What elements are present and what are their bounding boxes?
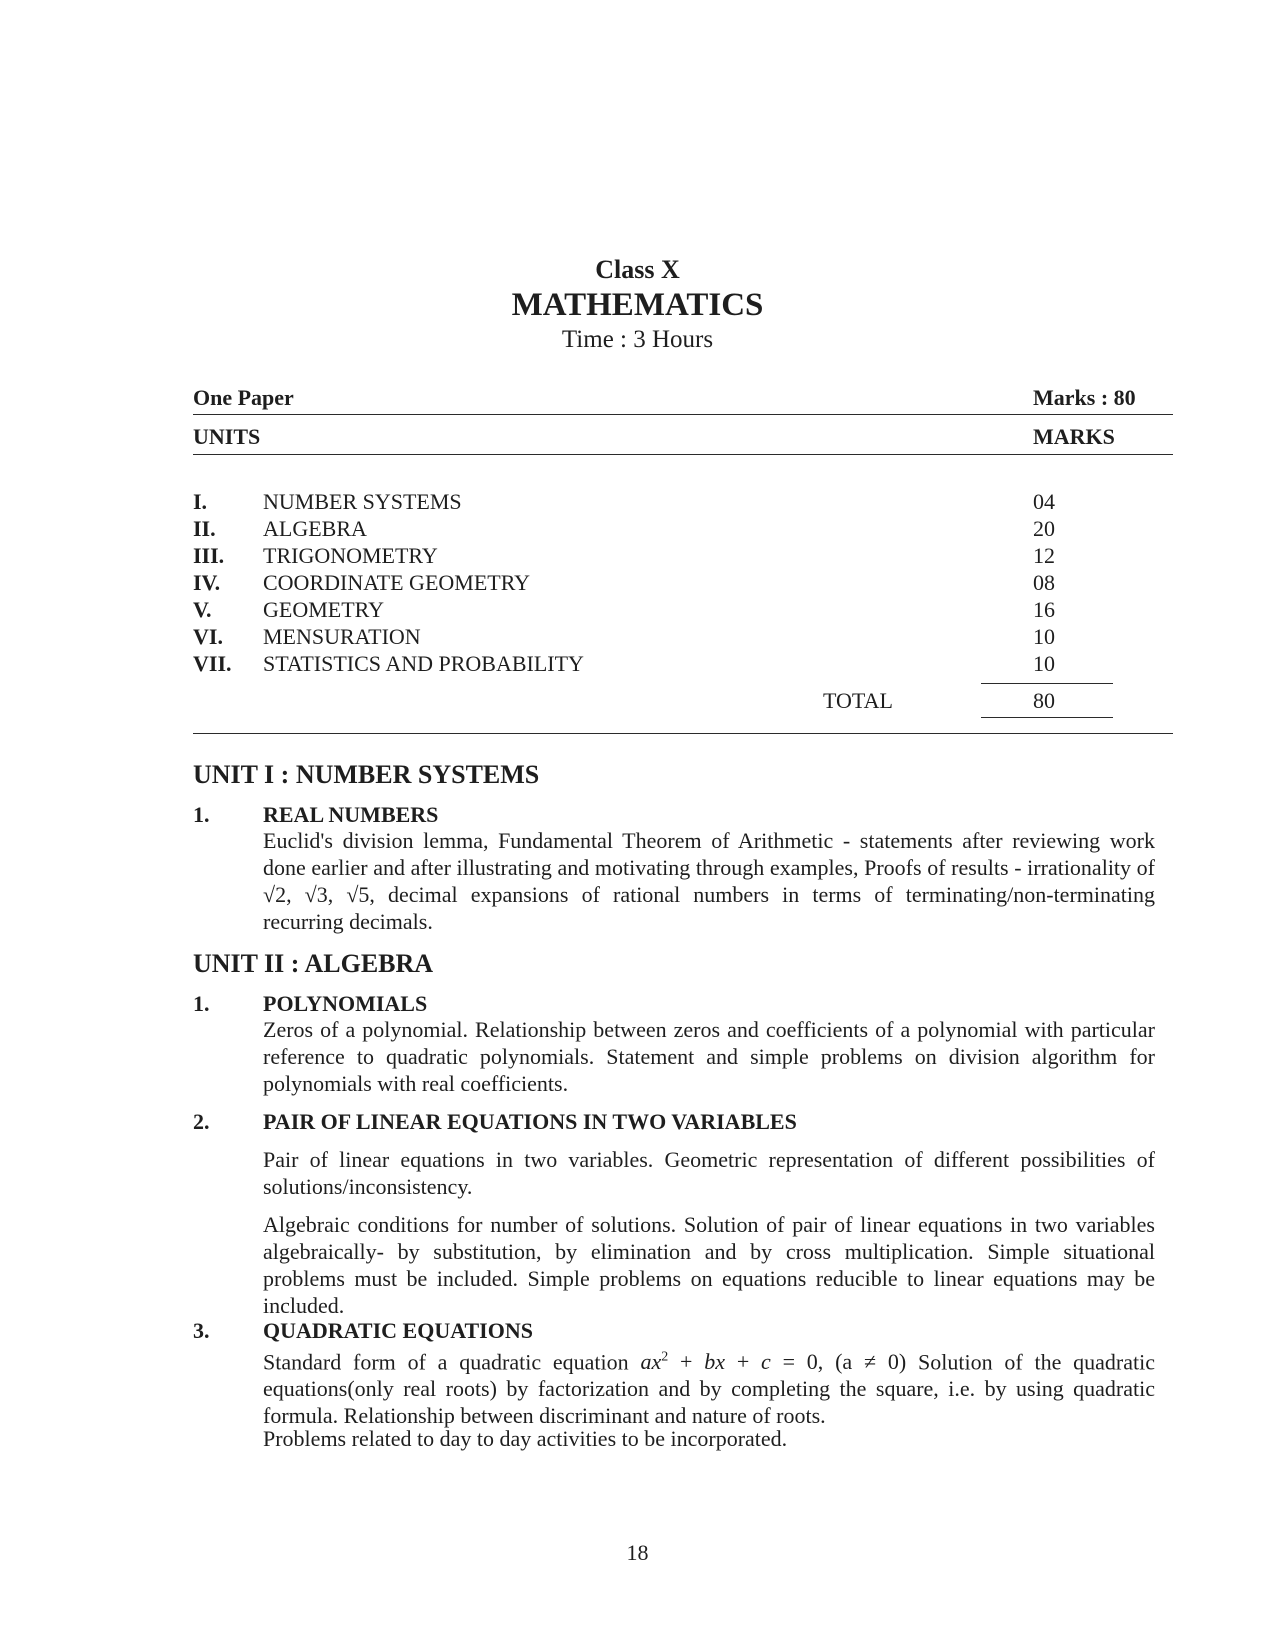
item-number: 1. [193,802,210,827]
unit-row [193,489,1093,516]
eq-term-b: bx [704,1349,726,1375]
unit-row [193,570,1093,597]
page-number: 18 [626,1540,649,1565]
eq-plus: + [668,1349,705,1375]
quadratic-equations-text [263,1344,1155,1429]
header-rule-bottom [193,454,1173,455]
unit-number: VI. [193,624,223,649]
unit-marks: 04 [1033,489,1055,514]
unit-row [193,543,1093,570]
one-paper-label: One Paper [193,385,294,410]
total-rule-top [981,683,1113,684]
item-title: POLYNOMIALS [263,991,428,1016]
unit-name: MENSURATION [263,624,421,649]
unit-marks: 12 [1033,543,1055,568]
eq-exponent: 2 [661,1350,669,1365]
item-title: REAL NUMBERS [263,802,439,827]
unit-marks: 08 [1033,570,1055,595]
unit-marks: 20 [1033,516,1055,541]
unit-1-heading: UNIT I : NUMBER SYSTEMS [193,760,540,789]
unit-name: ALGEBRA [263,516,367,541]
eq-term-c: c [761,1349,771,1375]
table-end-rule [193,733,1173,734]
unit-2-heading: UNIT II : ALGEBRA [193,949,434,978]
linear-equations-text-2: Algebraic conditions for number of solutions. Solution of pair of linear equations in two variables algebraically- by substitution, by elimination and by cross multiplication. Simple situational problems must be included. Simple problems on equations reducible to linear equations may be included. [263,1212,1155,1318]
total-label: TOTAL [823,688,893,713]
time-label: Time : 3 Hours [561,326,714,353]
header-rule-top [193,414,1173,415]
unit-name: STATISTICS AND PROBABILITY [263,651,584,676]
class-label: Class X [595,255,680,284]
units-column-header: UNITS [193,424,261,449]
total-value: 80 [1033,688,1055,713]
unit-row [193,597,1093,624]
quadratic-equation [640,1349,906,1374]
linear-equations-text-1: Pair of linear equations in two variables. Geometric representation of different possibilities of solutions/inconsistency. [263,1147,1155,1199]
unit-row [193,516,1093,543]
item-title: QUADRATIC EQUATIONS [263,1318,533,1343]
item-number: 1. [193,991,210,1016]
unit-row [193,624,1093,651]
unit-name: NUMBER SYSTEMS [263,489,462,514]
unit-row [193,651,1093,678]
unit-name: GEOMETRY [263,597,384,622]
item-title: PAIR OF LINEAR EQUATIONS IN TWO VARIABLES [263,1109,797,1134]
item-number: 3. [193,1318,210,1343]
item-number: 2. [193,1109,210,1134]
unit-number: II. [193,516,216,541]
marks-column-header: MARKS [1033,424,1115,449]
polynomials-text: Zeros of a polynomial. Relationship between zeros and coefficients of a polynomial with particular reference to quadratic polynomials. Statement and simple problems on division algorithm for polynomials with real coefficients. [263,1017,1155,1096]
unit-number: VII. [193,651,232,676]
unit-number: III. [193,543,225,568]
quadratic-last-line: Problems related to day to day activities to be incorporated. [263,1426,788,1451]
unit-number: IV. [193,570,221,595]
subject-title: MATHEMATICS [511,287,764,323]
unit-marks: 16 [1033,597,1055,622]
unit-name: TRIGONOMETRY [263,543,438,568]
eq-rest: = 0, (a ≠ 0) [770,1349,907,1375]
eq-plus: + [725,1349,762,1375]
unit-name: COORDINATE GEOMETRY [263,570,531,595]
total-marks-label: Marks : 80 [1033,385,1136,410]
unit-marks: 10 [1033,651,1055,676]
quadratic-text-before: Standard form of a quadratic equation [263,1349,629,1375]
eq-term-a: ax [640,1349,662,1375]
unit-number: I. [193,489,208,514]
unit-number: V. [193,597,212,622]
unit-marks: 10 [1033,624,1055,649]
quadratic-text-after: Solution of the quadratic equations(only real roots) by factorization and by completing the square, i.e. by using quadratic formula. Relationship between discriminant and nature of roots. [263,1349,1156,1429]
real-numbers-text: Euclid's division lemma, Fundamental Theorem of Arithmetic - statements after reviewing work done earlier and after illustrating and motivating through examples, Proofs of results - irrationality of √2, √3, √5, decimal expansions of rational numbers in terms of terminating/non-terminating recurring decimals. [263,828,1155,934]
total-rule-bottom [981,717,1113,718]
